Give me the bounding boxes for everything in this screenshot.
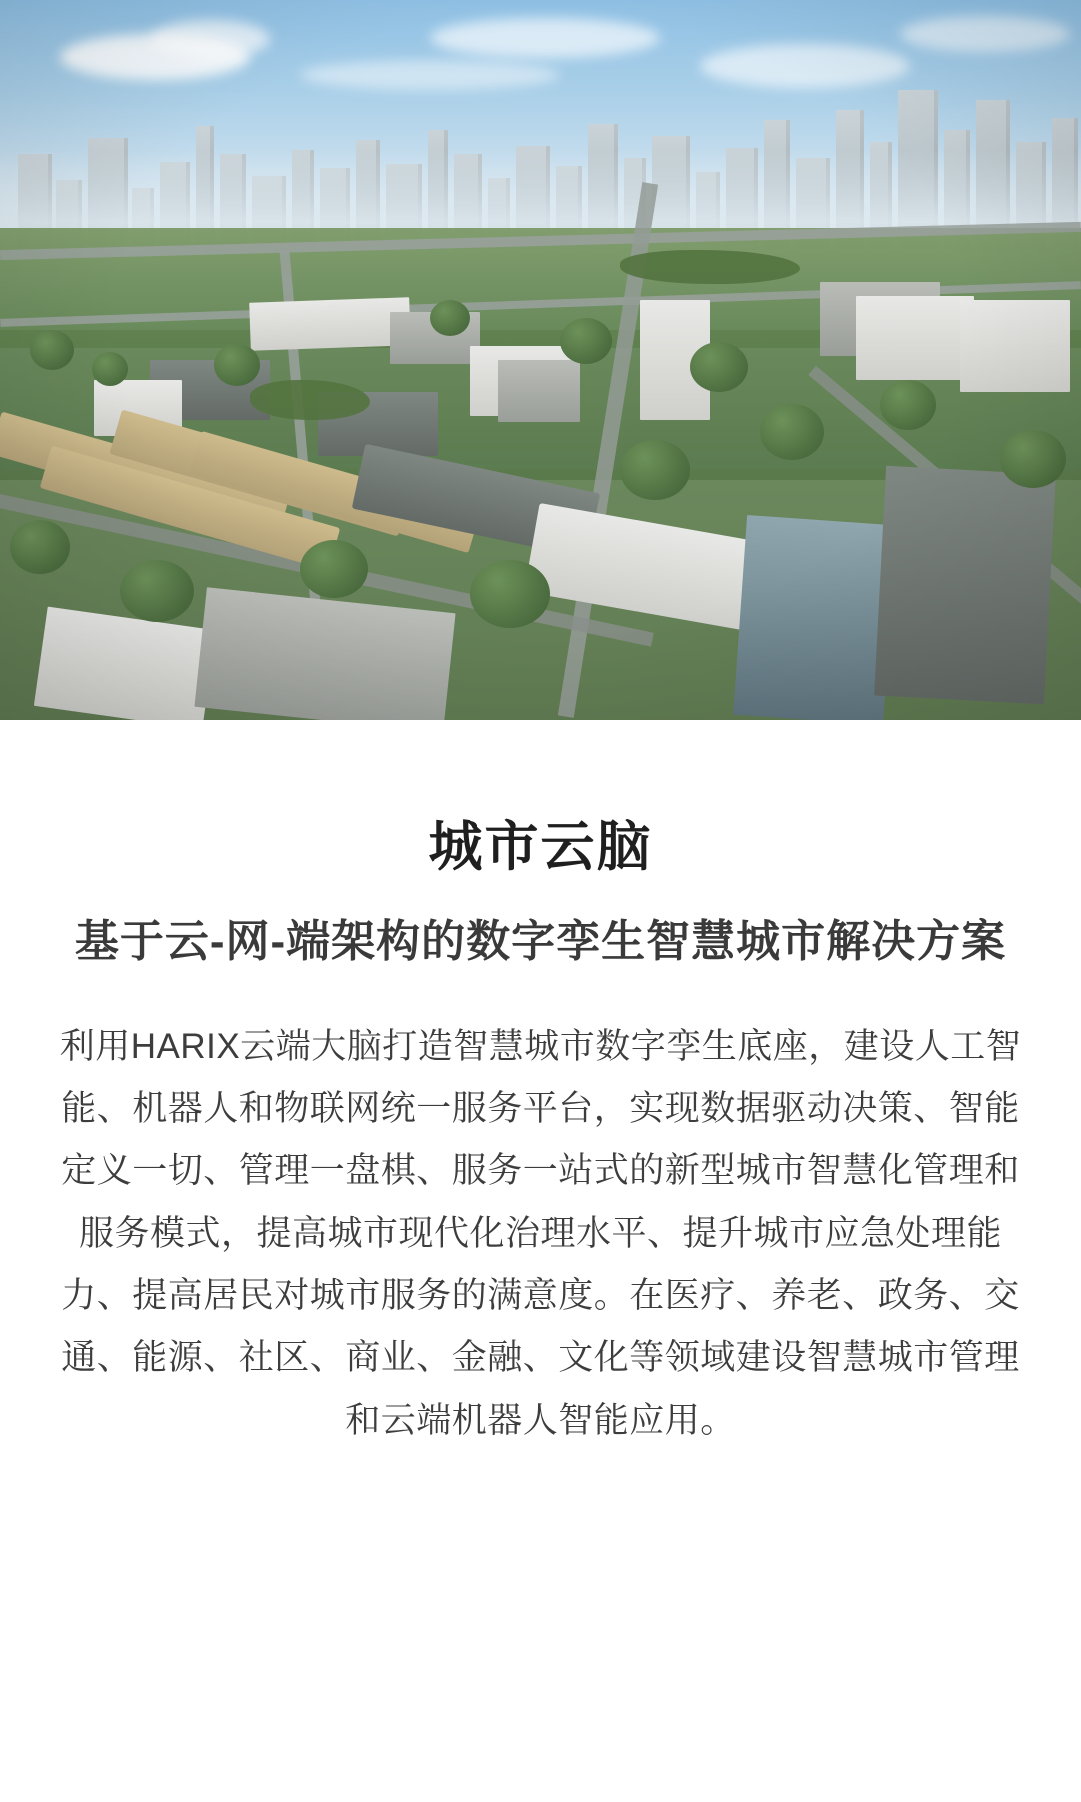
article-content bbox=[0, 720, 1081, 1452]
tree bbox=[560, 318, 612, 364]
tree bbox=[690, 342, 748, 392]
page-title: 城市云脑 bbox=[428, 817, 653, 877]
building bbox=[960, 300, 1070, 392]
cloud-shape bbox=[900, 16, 1070, 52]
page-subtitle: 基于云-网-端架构的数字孪生智慧城市解决方案 bbox=[74, 917, 1007, 967]
tower-building bbox=[733, 515, 897, 720]
tree bbox=[300, 540, 368, 598]
tree bbox=[120, 560, 194, 622]
building bbox=[874, 466, 1056, 705]
tree bbox=[760, 404, 824, 460]
tree bbox=[620, 440, 690, 500]
article-body: 利用HARIX云端大脑打造智慧城市数字孪生底座，建设人工智能、机器人和物联网统一服务平台，实现数据驱动决策、智能定义一切、管理一盘棋、服务一站式的新型城市智慧化管理和服务模式，提高城市现代化治理水平、提升城市应急处理能力、提高居民对城市服务的满意度。在医疗、养老、政务、交通、能源、社区、商业、金融、文化等领域建设智慧城市管理和云端机器人智能应用。 bbox=[59, 1026, 1022, 1440]
tree bbox=[470, 560, 550, 628]
cloud-shape bbox=[430, 18, 660, 58]
green-space bbox=[620, 250, 800, 284]
tree bbox=[214, 344, 260, 386]
cloud-shape bbox=[150, 20, 270, 58]
tree bbox=[92, 352, 128, 386]
building bbox=[249, 297, 411, 351]
hero-city-image bbox=[0, 0, 1081, 720]
building bbox=[498, 360, 580, 422]
tree bbox=[30, 330, 74, 370]
building bbox=[856, 296, 974, 380]
green-space bbox=[250, 380, 370, 420]
tree bbox=[880, 380, 936, 430]
tree bbox=[430, 300, 470, 336]
tree bbox=[1000, 430, 1066, 488]
tree bbox=[10, 520, 70, 574]
